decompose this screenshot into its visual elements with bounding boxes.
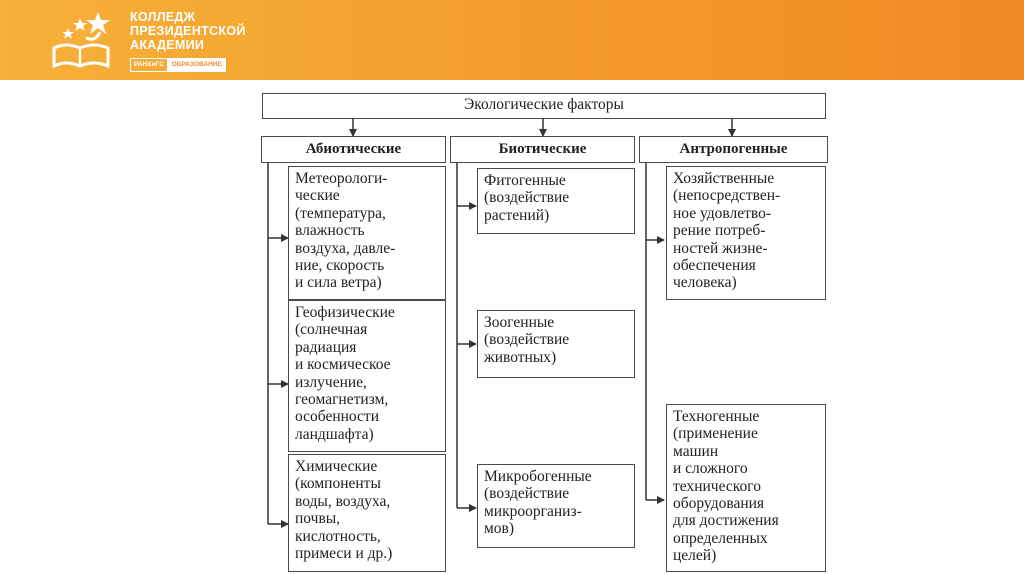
factor-zoogenic: Зоогенные (воздействие животных) [477,310,635,378]
factor-meteorological: Метеорологи- ческие (температура, влажность воздуха, давле- ние, скорость и сила ветра) [288,166,446,300]
brand-tag-left: РАНХиГС [130,58,168,72]
factor-microbogenic: Микробогенные (воздействие микроорганиз- мов) [477,464,635,548]
column-header-abiotic: Абиотические [261,136,446,163]
factor-economic: Хозяйственные (непосредствен- ное удовлетво- рение потреб- ностей жизне- обеспечения человека) [666,166,826,300]
brand-line: ПРЕЗИДЕНТСКОЙ [130,24,246,38]
factor-chemical: Химические (компоненты воды, воздуха, почвы, кислотность, примеси и др.) [288,454,446,572]
brand-line: АКАДЕМИИ [130,38,205,52]
column-header-anthropogenic: Антропогенные [639,136,828,163]
factor-phytogenic: Фитогенные (воздействие растений) [477,168,635,234]
diagram-title: Экологические факторы [262,93,826,119]
factor-geophysical: Геофизические (солнечная радиация и космическое излучение, геомагнетизм, особенности ландшафта) [288,300,446,452]
brand-line: КОЛЛЕДЖ [130,10,196,24]
factor-technogenic: Техногенные (применение машин и сложного технического оборудования для достижения определенных целей) [666,404,826,572]
column-header-biotic: Биотические [450,136,635,163]
brand-tag-right: ОБРАЗОВАНИЕ [168,58,226,72]
